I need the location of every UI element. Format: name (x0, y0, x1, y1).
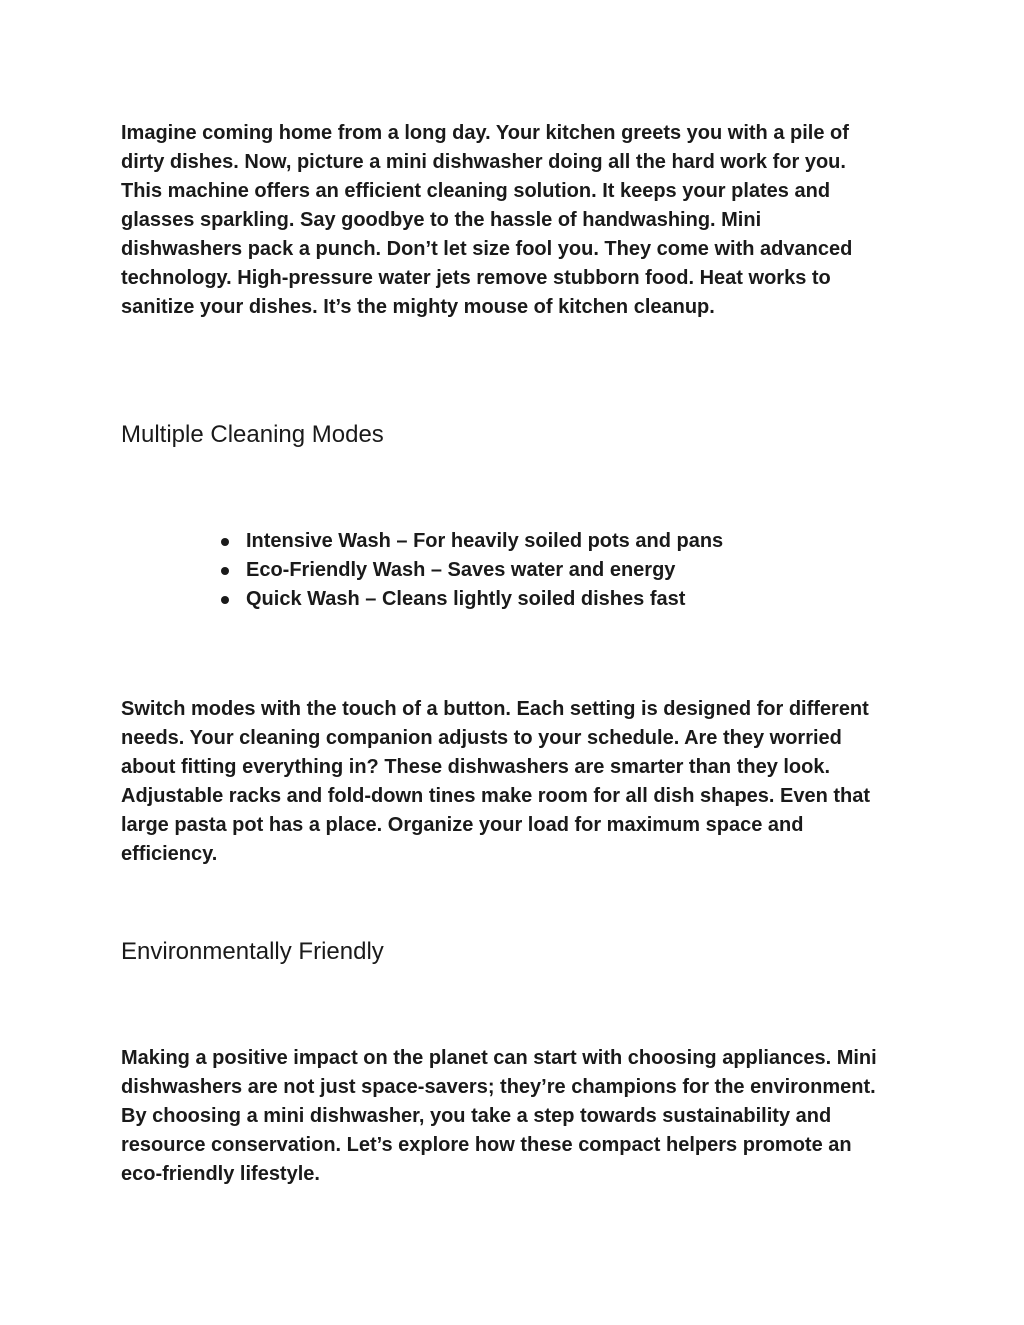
list-item (216, 527, 856, 556)
list-item-text: Intensive Wash – For heavily soiled pots and pans (246, 530, 724, 552)
list-item-text: Quick Wash – Cleans lightly soiled dishes fast (246, 588, 686, 610)
environment-paragraph: Making a positive impact on the planet can start with choosing appliances. Mini dishwashers are not just space-savers; they’re champions for the environment. By choosing a mini dishwasher, you take a step towards sustainability and resource conservation. Let’s explore how these compact helpers promote an eco-friendly lifestyle. (121, 1047, 877, 1185)
list-item-text: Eco-Friendly Wash – Saves water and energy (246, 559, 676, 581)
bullet-icon (221, 538, 229, 546)
section-heading-environmentally-friendly: Environmentally Friendly (121, 938, 384, 965)
bullet-icon (221, 567, 229, 575)
cleaning-modes-list (216, 527, 856, 614)
cleaning-modes-paragraph: Switch modes with the touch of a button. Each setting is designed for different needs. Your cleaning companion adjusts to your schedule. Are they worried about fitting everything in? These dishwashers are smarter than they look. Adjustable racks and fold-down tines make room for all dish shapes. Even that large pasta pot has a place. Organize your load for maximum space and efficiency. (121, 698, 871, 865)
bullet-icon (221, 596, 229, 604)
intro-paragraph: Imagine coming home from a long day. Your kitchen greets you with a pile of dirty dishes. Now, picture a mini dishwasher doing all the hard work for you. This machine offers an efficient cleaning solution. It keeps your plates and glasses sparkling. Say goodbye to the hassle of handwashing. Mini dishwashers pack a punch. Don’t let size fool you. They come with advanced technology. High-pressure water jets remove stubborn food. Heat works to sanitize your dishes. It’s the mighty mouse of kitchen cleanup. (121, 122, 853, 318)
section-heading-cleaning-modes: Multiple Cleaning Modes (121, 421, 384, 448)
list-item (216, 556, 856, 585)
list-item (216, 585, 856, 614)
